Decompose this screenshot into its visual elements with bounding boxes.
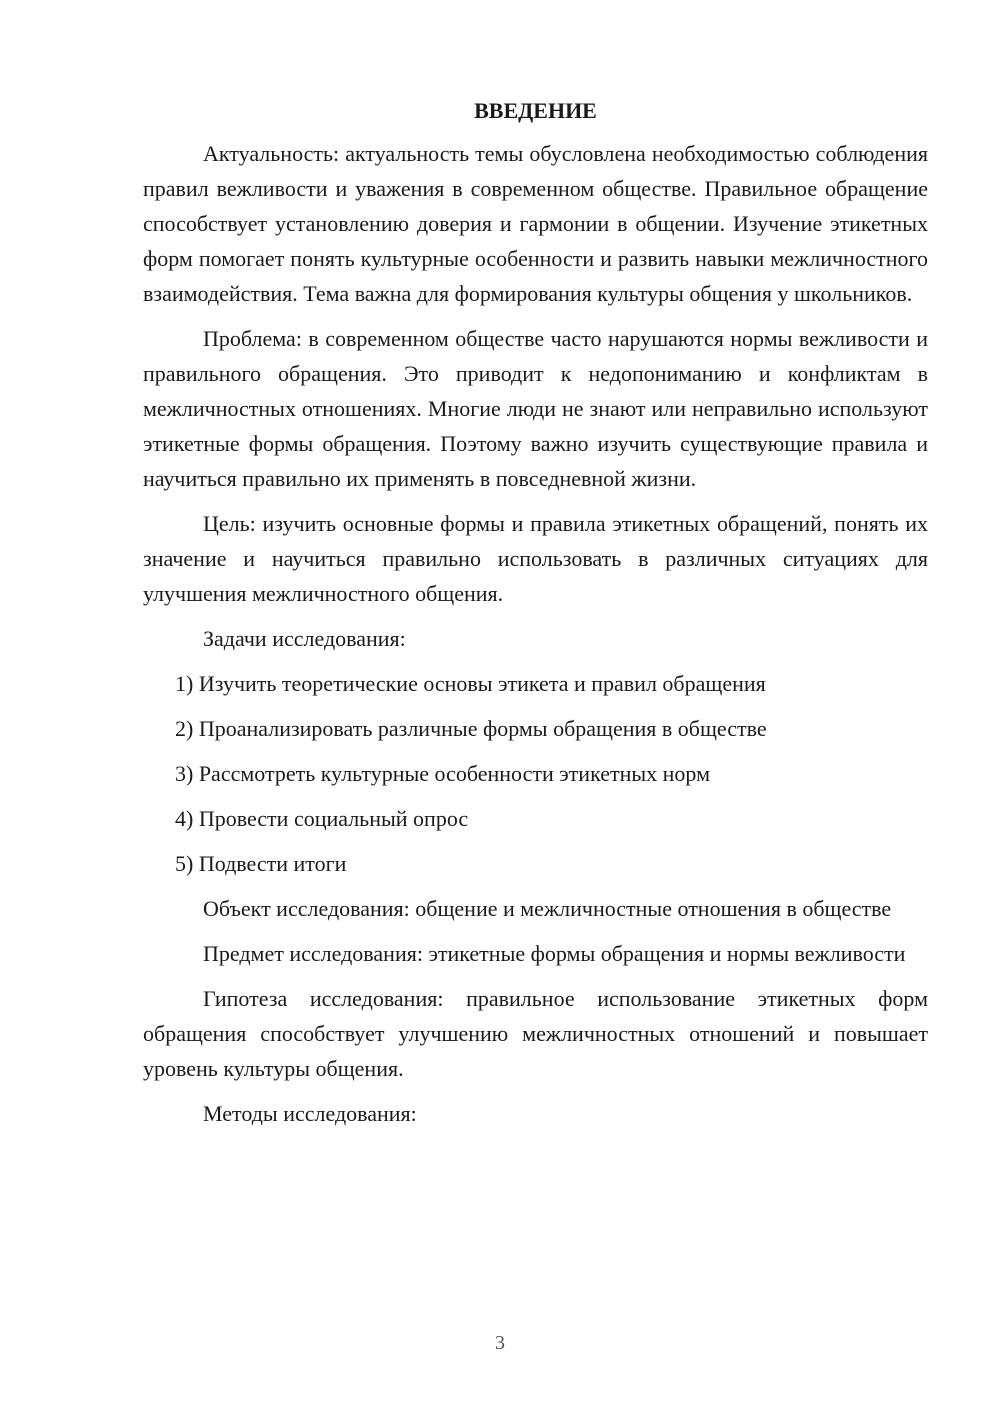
- paragraph-relevance: Актуальность: актуальность темы обусловлена необходимостью соблюдения правил вежливости и уважения в современном обществе. Правильное обращение способствует установлению доверия и гармонии в общении. Изучение этикетных форм помогает понять культурные особенности и развить навыки межличностного взаимодействия. Тема важна для формирования культуры общения у школьников.: [143, 141, 928, 306]
- paragraph-goal: Цель: изучить основные формы и правила этикетных обращений, понять их значение и научиться правильно использовать в различных ситуациях для улучшения межличностного общения.: [143, 511, 928, 606]
- document-title: ВВЕДЕНИЕ: [474, 98, 597, 123]
- tasks-heading: Задачи исследования:: [203, 626, 406, 651]
- task-item: 3) Рассмотреть культурные особенности этикетных норм: [175, 761, 711, 786]
- task-item: 5) Подвести итоги: [175, 851, 347, 876]
- methods-heading: Методы исследования:: [203, 1101, 417, 1126]
- document-page: [143, 96, 928, 1141]
- paragraph-subject: Предмет исследования: этикетные формы обращения и нормы вежливости: [203, 941, 906, 966]
- task-item: 1) Изучить теоретические основы этикета и правил обращения: [175, 671, 766, 696]
- paragraph-hypothesis: Гипотеза исследования: правильное использование этикетных форм обращения способствует улучшению межличностных отношений и повышает уровень культуры общения.: [143, 986, 928, 1081]
- paragraph-problem: Проблема: в современном обществе часто нарушаются нормы вежливости и правильного обращения. Это приводит к недопониманию и конфликтам в межличностных отношениях. Многие люди не знают или неправильно используют этикетные формы обращения. Поэтому важно изучить существующие правила и научиться правильно их применять в повседневной жизни.: [143, 326, 928, 491]
- page-number: 3: [495, 1332, 505, 1354]
- task-list: [143, 666, 928, 881]
- task-item: 4) Провести социальный опрос: [175, 806, 469, 831]
- task-item: 2) Проанализировать различные формы обращения в обществе: [175, 716, 767, 741]
- paragraph-object: Объект исследования: общение и межличностные отношения в обществе: [203, 896, 892, 921]
